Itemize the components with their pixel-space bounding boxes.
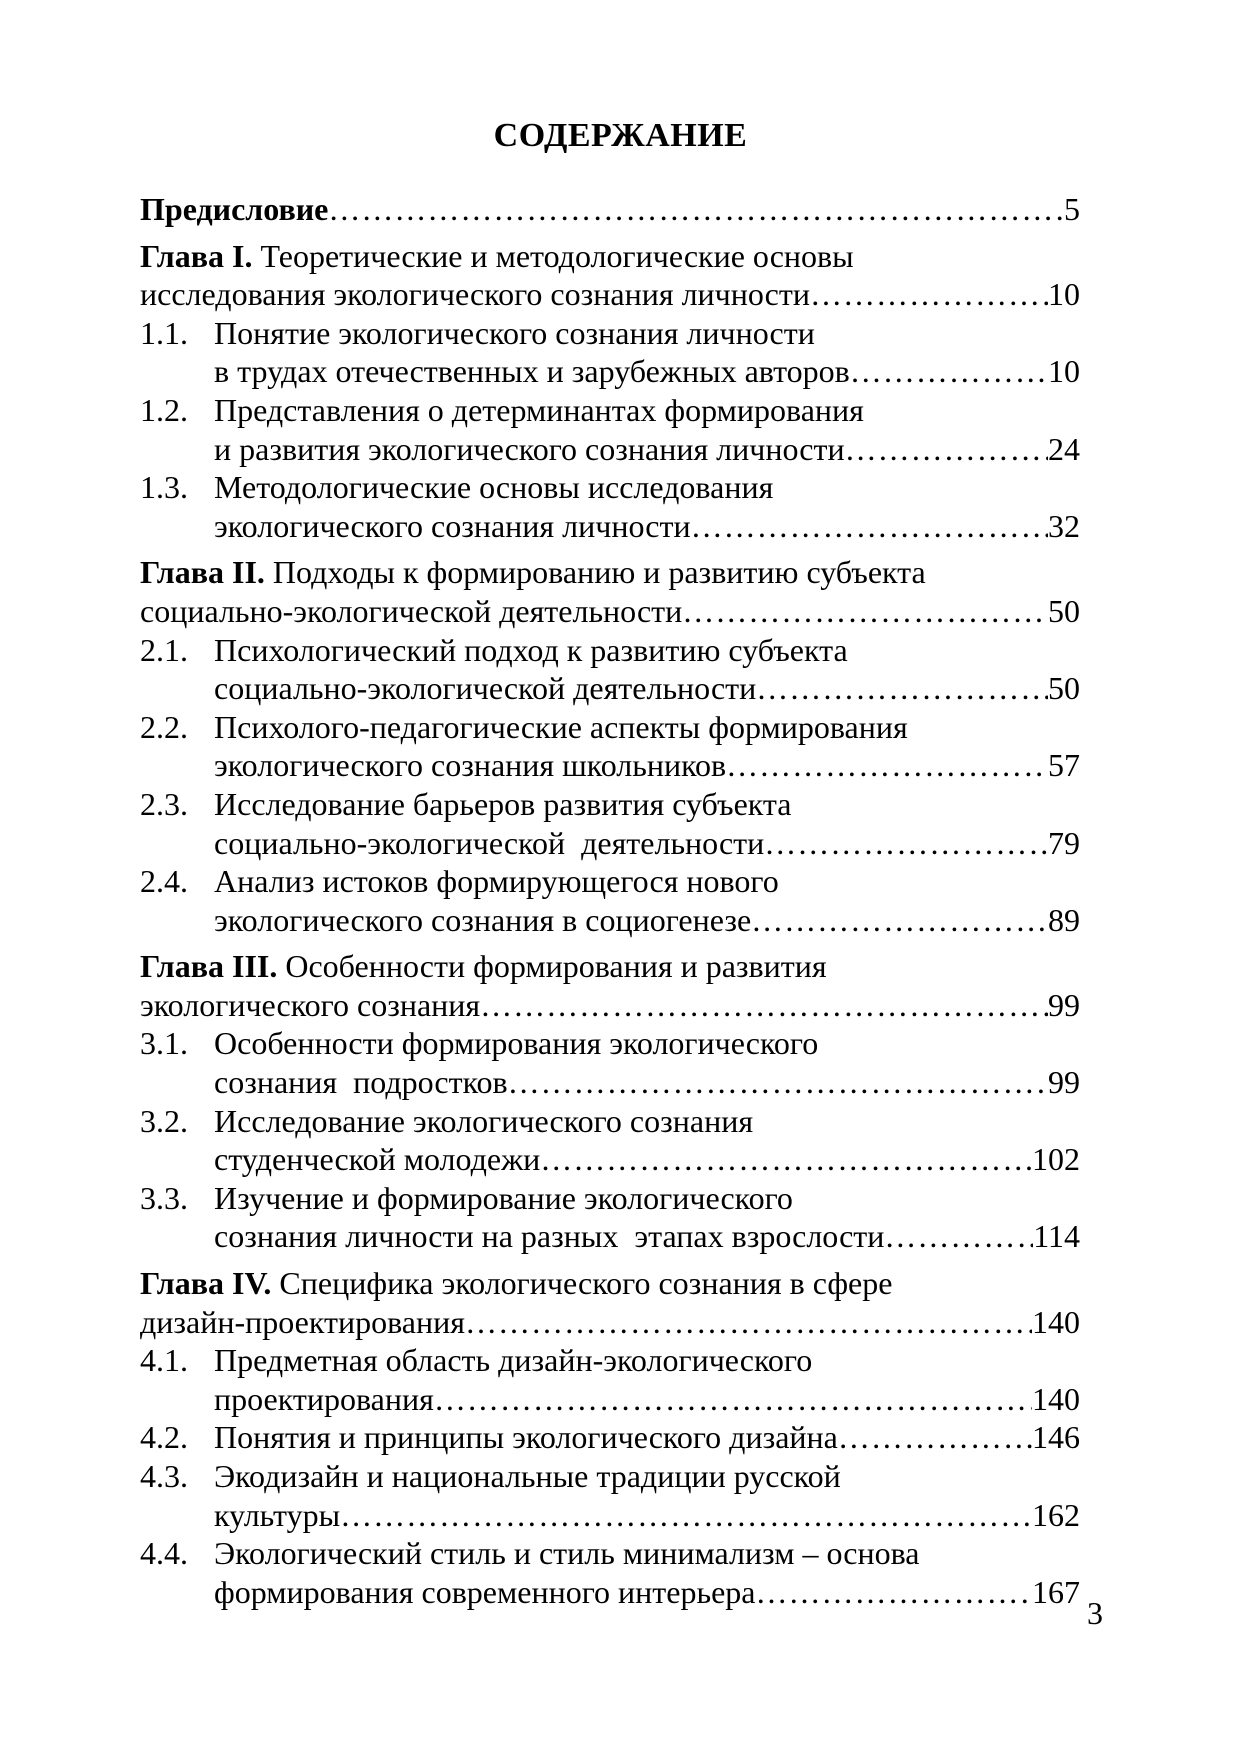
toc-section-2-3-cont[interactable]: [140, 824, 1080, 863]
toc-page-number: 32: [1048, 507, 1080, 544]
toc-page-number: 167: [1032, 1573, 1080, 1610]
toc-page-number: 50: [1048, 670, 1080, 707]
page-number: 3: [1087, 1595, 1103, 1631]
toc-page-number: 57: [1048, 747, 1080, 784]
toc-page-number: 102: [1032, 1141, 1080, 1178]
dot-leader: [850, 352, 1048, 391]
section-number: 3.1.: [140, 1025, 188, 1062]
toc-page-number: 79: [1048, 824, 1080, 861]
section-title: Исследование барьеров развития субъекта: [214, 785, 792, 822]
chapter-title-cont: социально-экологической деятельности: [140, 592, 683, 629]
toc-section-4-3[interactable]: [140, 1457, 1080, 1496]
section-number: 2.3.: [140, 785, 188, 822]
toc-section-1-2-cont[interactable]: [140, 430, 1080, 469]
section-title-cont: и развития экологического сознания личности: [214, 430, 845, 467]
toc-page-number: 89: [1048, 901, 1080, 938]
toc-section-1-1[interactable]: [140, 314, 1080, 353]
toc-section-4-4-cont[interactable]: [140, 1573, 1080, 1612]
section-number: 4.3.: [140, 1458, 188, 1494]
toc-preface-label: Предисловие: [140, 191, 329, 227]
toc-page-number: 146: [1032, 1419, 1080, 1456]
toc-page-number: 5: [1064, 191, 1080, 227]
toc-page-number: 10: [1048, 353, 1080, 390]
dot-leader: [328, 190, 1064, 229]
chapter-title: Подходы к формированию и развитию субъекта: [272, 554, 926, 591]
chapter-label: Глава IV.: [140, 1265, 272, 1302]
section-number: 4.2.: [140, 1419, 188, 1456]
section-number: 2.2.: [140, 708, 188, 745]
section-title: Особенности формирования экологического: [214, 1025, 819, 1062]
dot-leader: [810, 275, 1048, 314]
section-number: 2.1.: [140, 631, 188, 668]
section-title-cont: культуры: [214, 1496, 341, 1533]
toc-page-number: 162: [1032, 1496, 1080, 1533]
toc-page-number: 140: [1032, 1380, 1080, 1417]
toc-chapter-2-heading[interactable]: [140, 553, 1080, 592]
dot-leader: [465, 1303, 1032, 1342]
section-number: 1.2.: [140, 391, 188, 428]
dot-leader: [838, 1418, 1032, 1457]
section-title: Понятие экологического сознания личности: [214, 314, 815, 351]
toc-entry-preface[interactable]: [140, 190, 1080, 229]
section-title: Психологический подход к развитию субъекта: [214, 631, 848, 668]
page-title: СОДЕРЖАНИЕ: [493, 117, 748, 154]
toc-section-2-4[interactable]: [140, 862, 1080, 901]
chapter-label: Глава I.: [140, 237, 253, 274]
section-title: Представления о детерминантах формирования: [214, 391, 864, 428]
toc-section-3-2-cont[interactable]: [140, 1140, 1080, 1179]
section-number: 4.1.: [140, 1342, 188, 1379]
section-title-cont: проектирования: [214, 1380, 434, 1417]
section-title-cont: сознания подростков: [214, 1064, 508, 1101]
toc-section-3-3-cont[interactable]: [140, 1217, 1080, 1256]
toc-section-2-1[interactable]: [140, 631, 1080, 670]
chapter-label: Глава III.: [140, 948, 278, 985]
section-title: Анализ истоков формирующегося нового: [214, 863, 779, 900]
dot-leader: [751, 901, 1048, 940]
toc-page-number: 24: [1048, 430, 1080, 467]
toc-section-4-1-cont[interactable]: [140, 1380, 1080, 1419]
toc-section-1-1-cont[interactable]: [140, 352, 1080, 391]
section-title-cont: экологического сознания в социогенезе: [214, 901, 752, 938]
toc-section-3-2[interactable]: [140, 1102, 1080, 1141]
toc-chapter-1-heading[interactable]: [140, 237, 1080, 276]
toc-page-number: 50: [1048, 592, 1080, 629]
section-number: 2.4.: [140, 863, 188, 900]
dot-leader: [756, 669, 1048, 708]
toc-section-1-2[interactable]: [140, 391, 1080, 430]
toc-section-1-3[interactable]: [140, 468, 1080, 507]
section-number: 3.3.: [140, 1179, 188, 1216]
chapter-title: Специфика экологического сознания в сфере: [279, 1265, 893, 1302]
section-title-cont: экологического сознания личности: [214, 507, 691, 544]
toc-chapter-4-heading-cont[interactable]: [140, 1303, 1080, 1342]
toc-section-3-1[interactable]: [140, 1024, 1080, 1063]
section-title: Исследование экологического сознания: [214, 1102, 754, 1139]
section-title: Экодизайн и национальные традиции русской: [214, 1458, 841, 1494]
dot-leader: [764, 824, 1048, 863]
toc-chapter-1-heading-cont[interactable]: [140, 275, 1080, 314]
section-title-cont: социально-экологической деятельности: [214, 824, 765, 861]
toc-chapter-4-heading[interactable]: [140, 1264, 1080, 1303]
section-number: 1.1.: [140, 314, 188, 351]
toc-section-3-1-cont[interactable]: [140, 1063, 1080, 1102]
dot-leader: [340, 1496, 1032, 1535]
dot-leader: [726, 746, 1048, 785]
toc-section-3-3[interactable]: [140, 1179, 1080, 1218]
toc-page-number: 114: [1033, 1218, 1080, 1255]
section-title: Предметная область дизайн-экологического: [214, 1342, 813, 1379]
chapter-title: Теоретические и методологические основы: [260, 237, 854, 274]
section-title-cont: студенческой молодежи: [214, 1141, 541, 1178]
toc-page-number: 99: [1048, 986, 1080, 1023]
section-title-cont: в трудах отечественных и зарубежных авторов: [214, 353, 850, 390]
toc-section-4-3-cont[interactable]: [140, 1496, 1080, 1535]
toc-section-2-2[interactable]: [140, 708, 1080, 747]
section-number: 3.2.: [140, 1102, 188, 1139]
dot-leader: [434, 1380, 1032, 1419]
chapter-title-cont: экологического сознания: [140, 986, 481, 1023]
dot-leader: [691, 507, 1048, 546]
toc-section-2-3[interactable]: [140, 785, 1080, 824]
toc-chapter-2-heading-cont[interactable]: [140, 592, 1080, 631]
dot-leader: [540, 1140, 1032, 1179]
toc-chapter-3-heading[interactable]: [140, 947, 1080, 986]
toc-chapter-3-heading-cont[interactable]: [140, 986, 1080, 1025]
section-title: Методологические основы исследования: [214, 469, 774, 506]
toc-page-number: 10: [1048, 276, 1080, 313]
section-title: Понятия и принципы экологического дизайна: [214, 1419, 838, 1456]
dot-leader: [845, 430, 1048, 469]
section-title: Изучение и формирование экологического: [214, 1179, 793, 1216]
section-title-cont: формирования современного интерьера: [214, 1573, 756, 1610]
table-of-contents: [140, 190, 1080, 1611]
toc-page-number: 140: [1032, 1303, 1080, 1340]
dot-leader: [755, 1573, 1032, 1612]
section-title: Экологический стиль и стиль минимализм – основа: [214, 1535, 920, 1572]
chapter-title-cont: дизайн-проектирования: [140, 1303, 465, 1340]
chapter-title-cont: исследования экологического сознания личности: [140, 276, 810, 313]
section-title-cont: экологического сознания школьников: [214, 747, 727, 784]
section-title: Психолого-педагогические аспекты формирования: [214, 708, 908, 745]
toc-section-4-2[interactable]: [140, 1418, 1080, 1457]
dot-leader: [480, 986, 1048, 1025]
dot-leader: [682, 592, 1048, 631]
toc-section-2-2-cont[interactable]: [140, 746, 1080, 785]
chapter-label: Глава II.: [140, 554, 265, 591]
section-number: 4.4.: [140, 1535, 188, 1572]
section-number: 1.3.: [140, 469, 188, 506]
toc-section-1-3-cont[interactable]: [140, 507, 1080, 546]
toc-section-4-4[interactable]: [140, 1534, 1080, 1573]
toc-page-number: 99: [1048, 1064, 1080, 1101]
toc-section-4-1[interactable]: [140, 1341, 1080, 1380]
toc-section-2-1-cont[interactable]: [140, 669, 1080, 708]
section-title-cont: сознания личности на разных этапах взрослости: [214, 1218, 885, 1255]
toc-section-2-4-cont[interactable]: [140, 901, 1080, 940]
chapter-title: Особенности формирования и развития: [285, 948, 827, 985]
dot-leader: [884, 1217, 1033, 1256]
dot-leader: [508, 1063, 1048, 1102]
section-title-cont: социально-экологической деятельности: [214, 670, 757, 707]
